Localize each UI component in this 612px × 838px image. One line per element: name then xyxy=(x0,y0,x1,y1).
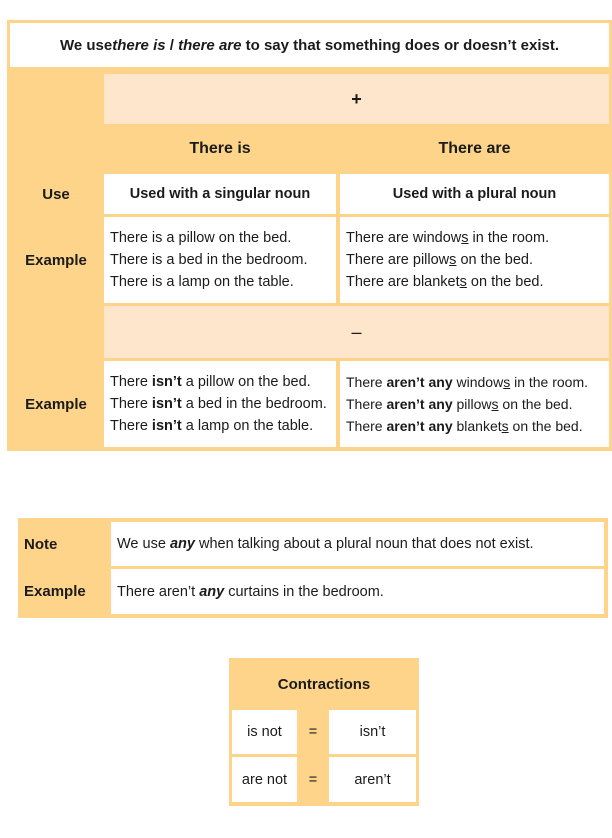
equals-cell xyxy=(297,710,329,754)
negative-word: isn’t xyxy=(151,396,182,412)
minus-row xyxy=(104,306,609,358)
note-example-label-cell xyxy=(24,569,108,614)
example-line: There is a bed in the bedroom. xyxy=(110,252,308,268)
line-post: on the bed. xyxy=(466,274,544,290)
example-line: There is a pillow on the bed. xyxy=(110,230,292,246)
use-label: Use xyxy=(42,185,70,203)
intro-em-there-is: there is xyxy=(112,36,166,54)
line-pre: There are pillow xyxy=(346,252,450,268)
example-line xyxy=(346,249,609,271)
line-mid: pillow xyxy=(452,396,492,412)
example-line: There is a lamp on the table. xyxy=(110,274,294,290)
intro-text: We use xyxy=(59,36,113,54)
plus-sign: + xyxy=(351,88,362,109)
row-label-example-positive xyxy=(10,217,102,303)
line-pre: There xyxy=(110,374,152,390)
plural-s: s xyxy=(491,396,499,412)
example-label: Example xyxy=(25,395,87,413)
note-example-text-end: curtains in the bedroom. xyxy=(224,583,384,600)
example-label: Example xyxy=(25,251,87,269)
plural-s: s xyxy=(449,252,457,268)
plural-s: s xyxy=(459,274,467,290)
line-pre: There are window xyxy=(346,230,462,246)
line-post: in the room. xyxy=(510,374,589,390)
col-header-there-are-label: There are xyxy=(438,140,511,157)
use-plural-cell xyxy=(340,174,609,214)
intro-em-there-are: there are xyxy=(178,36,242,54)
line-post: on the bed. xyxy=(498,396,573,412)
example-line xyxy=(110,371,336,393)
note-example-text: There aren’t xyxy=(117,583,200,600)
note-text-cell xyxy=(111,522,604,566)
negative-word: aren’t any xyxy=(386,396,453,412)
col-header-there-are xyxy=(340,127,609,171)
note-label: Note xyxy=(24,535,58,553)
contractions-title-text: Contractions xyxy=(277,675,371,693)
note-example-label: Example xyxy=(24,583,86,600)
line-post: in the room. xyxy=(468,230,550,246)
line-post: on the bed. xyxy=(456,252,534,268)
example-line xyxy=(346,271,609,293)
contractions-title xyxy=(229,662,419,706)
note-label-cell xyxy=(24,522,108,566)
line-pre: There xyxy=(110,418,152,434)
contraction-short: isn’t xyxy=(359,724,386,740)
intro-sentence xyxy=(10,23,609,67)
line-post: a bed in the bedroom. xyxy=(181,396,327,412)
line-post: on the bed. xyxy=(508,418,583,434)
negative-word: aren’t any xyxy=(386,374,453,390)
example-line xyxy=(346,227,609,249)
line-post: a pillow on the bed. xyxy=(181,374,311,390)
example-line xyxy=(110,415,336,437)
line-pre: There xyxy=(346,396,387,412)
negative-word: isn’t xyxy=(151,374,182,390)
row-label-example-negative xyxy=(10,361,102,447)
contraction-full-cell xyxy=(232,757,297,802)
use-singular-text: Used with a singular noun xyxy=(129,186,311,202)
note-example-cell xyxy=(111,569,604,614)
positive-there-are-cell xyxy=(340,217,609,303)
row-label-use xyxy=(10,174,102,214)
plural-s: s xyxy=(501,418,509,434)
note-text-end: when talking about a plural noun that does not exist. xyxy=(194,536,534,552)
line-post: a lamp on the table. xyxy=(181,418,314,434)
use-singular-cell xyxy=(104,174,336,214)
equals-sign: = xyxy=(308,724,318,740)
negative-there-is-cell xyxy=(104,361,336,447)
plural-s: s xyxy=(461,230,469,246)
equals-sign: = xyxy=(308,771,318,788)
line-mid: blanket xyxy=(452,418,502,434)
plus-row xyxy=(104,74,609,124)
contraction-short-cell xyxy=(329,757,416,802)
contraction-short: aren’t xyxy=(354,771,391,788)
note-em-any: any xyxy=(169,536,195,552)
note-text: We use xyxy=(117,536,170,552)
line-pre: There are blanket xyxy=(346,274,460,290)
plural-s: s xyxy=(503,374,511,390)
intro-text-end: to say that something does or doesn’t exist. xyxy=(241,36,560,54)
equals-cell xyxy=(297,757,329,802)
example-line xyxy=(346,371,609,393)
line-mid: window xyxy=(452,374,504,390)
contraction-short-cell xyxy=(329,710,416,754)
minus-sign: – xyxy=(351,321,362,342)
negative-word: aren’t any xyxy=(386,418,453,434)
line-pre: There xyxy=(346,418,387,434)
example-line xyxy=(346,415,609,437)
contraction-full: are not xyxy=(241,771,288,788)
col-header-there-is xyxy=(104,127,336,171)
line-pre: There xyxy=(346,374,387,390)
note-example-em-any: any xyxy=(199,583,225,600)
line-pre: There xyxy=(110,396,152,412)
negative-word: isn’t xyxy=(151,418,182,434)
col-header-there-is-label: There is xyxy=(189,140,251,157)
example-line xyxy=(110,393,336,415)
contraction-full: is not xyxy=(247,724,282,740)
use-plural-text: Used with a plural noun xyxy=(392,186,557,202)
intro-sep: / xyxy=(165,36,179,54)
contraction-full-cell xyxy=(232,710,297,754)
positive-there-is-cell xyxy=(104,217,336,303)
example-line xyxy=(346,393,609,415)
negative-there-are-cell xyxy=(340,361,609,447)
